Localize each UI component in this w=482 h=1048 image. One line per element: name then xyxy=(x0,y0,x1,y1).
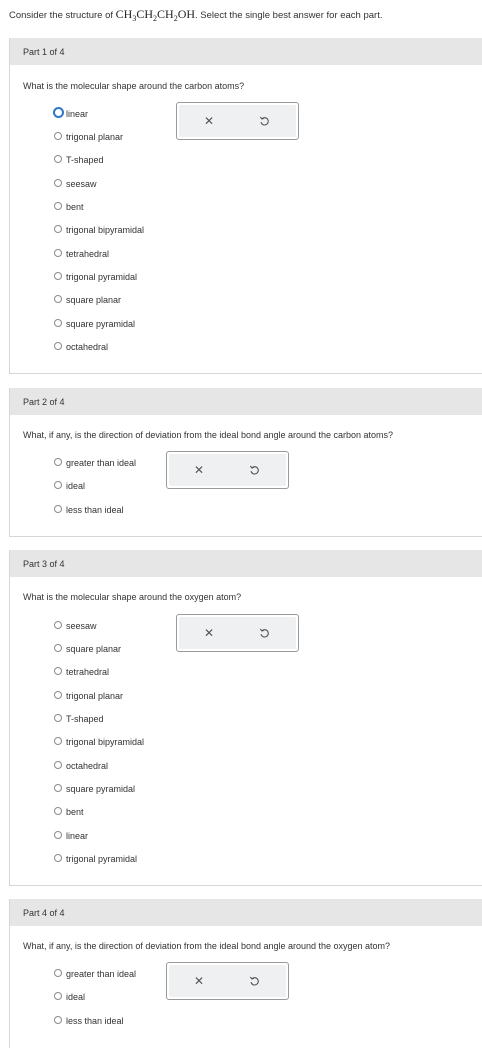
part-3-question: What is the molecular shape around the oxygen atom? xyxy=(23,592,242,602)
radio-button[interactable] xyxy=(54,481,62,489)
undo-icon[interactable] xyxy=(249,465,260,476)
radio-button[interactable] xyxy=(54,202,62,210)
chemical-formula xyxy=(116,7,195,21)
option-label: bent xyxy=(66,202,84,212)
answer-toolbar xyxy=(176,102,299,140)
option-label: tetrahedral xyxy=(66,249,110,259)
intro-text xyxy=(9,7,383,23)
answer-toolbar xyxy=(166,451,289,489)
radio-button[interactable] xyxy=(54,784,62,792)
part-3-title: Part 3 of 4 xyxy=(23,559,65,569)
radio-button[interactable] xyxy=(54,295,62,303)
option-label: greater than ideal xyxy=(66,458,137,468)
intro-prefix: Consider the structure of xyxy=(9,10,116,21)
part-1-title: Part 1 of 4 xyxy=(23,47,65,57)
radio-button[interactable] xyxy=(54,644,62,652)
option-label: square planar xyxy=(66,644,122,654)
option-label: octahedral xyxy=(66,342,109,352)
formula-part: CH xyxy=(136,7,154,21)
option-label: tetrahedral xyxy=(66,667,110,677)
option-label: T-shaped xyxy=(66,714,104,724)
close-icon[interactable]: ✕ xyxy=(204,626,215,640)
part-2-title: Part 2 of 4 xyxy=(23,397,65,407)
part-4-title: Part 4 of 4 xyxy=(23,908,65,918)
option-label: greater than ideal xyxy=(66,969,137,979)
option-label: seesaw xyxy=(66,179,97,189)
radio-button[interactable] xyxy=(54,225,62,233)
answer-toolbar xyxy=(166,962,289,1000)
radio-button[interactable] xyxy=(54,342,62,350)
part-4-question: What, if any, is the direction of deviation from the ideal bond angle around the oxygen atom? xyxy=(23,941,391,951)
radio-button[interactable] xyxy=(53,107,64,118)
radio-button[interactable] xyxy=(54,621,62,629)
close-icon[interactable]: ✕ xyxy=(194,463,205,477)
toolbar-background xyxy=(169,965,286,997)
option-label: bent xyxy=(66,807,84,817)
close-icon[interactable]: ✕ xyxy=(204,114,215,128)
radio-button[interactable] xyxy=(54,831,62,839)
radio-button[interactable] xyxy=(54,458,62,466)
radio-button[interactable] xyxy=(54,155,62,163)
close-icon[interactable]: ✕ xyxy=(194,974,205,988)
option-label: ideal xyxy=(66,992,86,1002)
option-label: trigonal planar xyxy=(66,691,124,701)
part-1-header xyxy=(10,38,482,65)
part-2 xyxy=(9,388,482,537)
option-label: octahedral xyxy=(66,761,109,771)
radio-button[interactable] xyxy=(54,132,62,140)
formula-part: CH xyxy=(115,7,133,21)
radio-button[interactable] xyxy=(54,1016,62,1024)
option-label: square pyramidal xyxy=(66,319,136,329)
undo-icon[interactable] xyxy=(259,628,270,639)
option-label: seesaw xyxy=(66,621,97,631)
radio-button[interactable] xyxy=(54,179,62,187)
part-4-header xyxy=(10,899,482,926)
answer-toolbar xyxy=(176,614,299,652)
option-label: ideal xyxy=(66,481,86,491)
undo-icon[interactable] xyxy=(259,116,270,127)
option-label: square pyramidal xyxy=(66,784,136,794)
option-label: trigonal planar xyxy=(66,132,124,142)
formula-subscript: 3 xyxy=(132,14,137,23)
option-label: linear xyxy=(66,831,89,841)
radio-button[interactable] xyxy=(54,761,62,769)
option-label: less than ideal xyxy=(66,1016,124,1026)
radio-button[interactable] xyxy=(54,854,62,862)
undo-icon[interactable] xyxy=(249,976,260,987)
radio-button[interactable] xyxy=(54,249,62,257)
option-label: trigonal pyramidal xyxy=(66,854,138,864)
part-4 xyxy=(9,899,482,1048)
toolbar-background xyxy=(179,105,296,137)
intro-suffix: . Select the single best answer for each part. xyxy=(195,10,383,21)
radio-button[interactable] xyxy=(54,505,62,513)
formula-part: CH xyxy=(157,7,174,21)
formula-subscript: 2 xyxy=(153,14,158,23)
radio-button[interactable] xyxy=(54,667,62,675)
radio-button[interactable] xyxy=(54,992,62,1000)
option-label: trigonal bipyramidal xyxy=(66,737,145,747)
part-3-header xyxy=(10,550,482,577)
option-label: T-shaped xyxy=(66,155,104,165)
formula-part: OH xyxy=(177,7,196,21)
radio-button[interactable] xyxy=(54,319,62,327)
option-label: square planar xyxy=(66,295,122,305)
option-label: less than ideal xyxy=(66,505,124,515)
radio-button[interactable] xyxy=(54,714,62,722)
radio-button[interactable] xyxy=(54,807,62,815)
option-label: trigonal bipyramidal xyxy=(66,225,145,235)
part-3 xyxy=(9,550,482,886)
option-label: linear xyxy=(66,109,89,119)
radio-button[interactable] xyxy=(54,691,62,699)
part-2-question: What, if any, is the direction of deviation from the ideal bond angle around the carbon atoms? xyxy=(23,430,394,440)
radio-button[interactable] xyxy=(54,272,62,280)
toolbar-background xyxy=(179,617,296,649)
toolbar-background xyxy=(169,454,286,486)
part-2-header xyxy=(10,388,482,415)
option-label: trigonal pyramidal xyxy=(66,272,138,282)
part-1 xyxy=(9,38,482,374)
formula-subscript: 2 xyxy=(173,14,178,23)
radio-button[interactable] xyxy=(54,737,62,745)
radio-button[interactable] xyxy=(54,969,62,977)
part-1-question: What is the molecular shape around the carbon atoms? xyxy=(23,81,245,91)
